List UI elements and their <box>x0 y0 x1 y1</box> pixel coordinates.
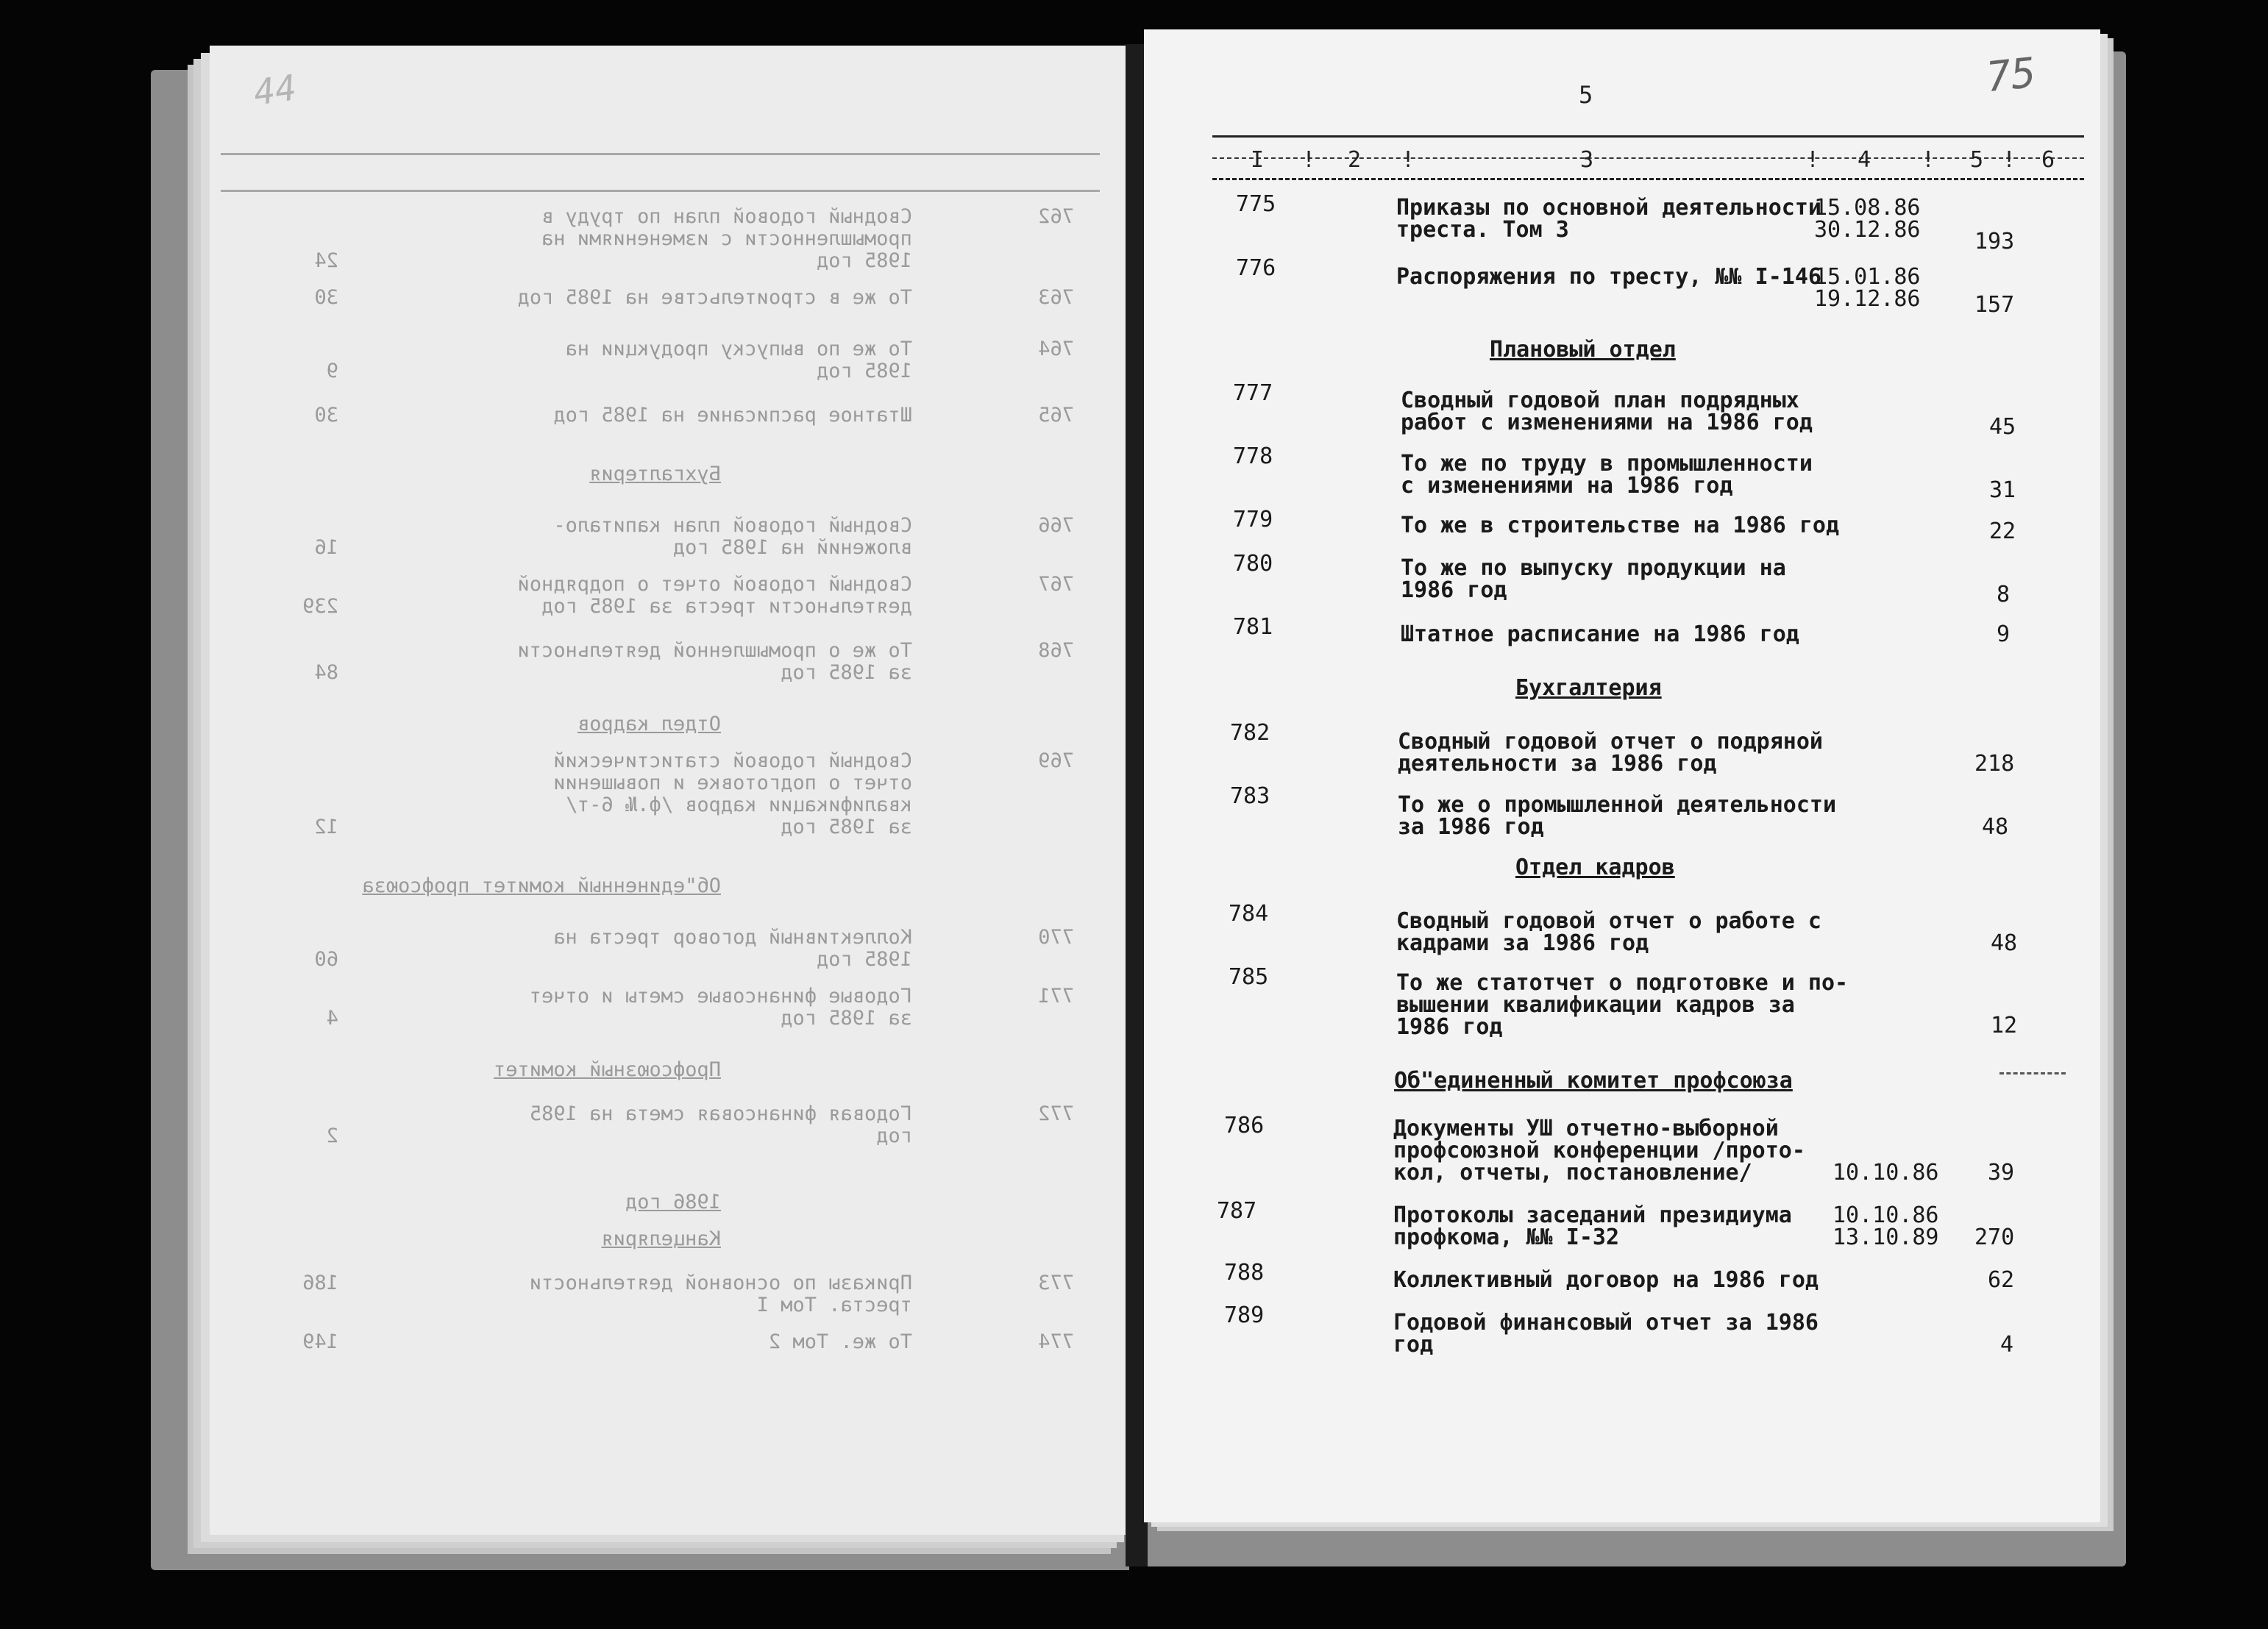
table-header-rule <box>1212 157 2084 159</box>
bleed-record-count: 9 <box>326 360 338 382</box>
bleed-record-count: 149 <box>302 1330 338 1353</box>
bleed-record-title: Штатное расписание на 1985 год <box>553 404 912 427</box>
record-title: Протоколы заседаний президиума профкома, №№ I-32 <box>1393 1202 1792 1250</box>
record-number: 783 <box>1230 783 1270 809</box>
record-count: 12 <box>1991 1013 2018 1038</box>
bleed-record-count: 239 <box>302 595 338 618</box>
record-title: Сводный годовой план подрядных работ с изменениями на 1986 год <box>1401 388 1813 435</box>
bleed-record-title: Сводный годовой статистический отчет о подготовке и повышении квалификации кадров /ф.№ 6-т/ за 1985 год <box>553 749 912 838</box>
column-header: 6 <box>2041 147 2055 173</box>
record-count: 157 <box>1974 292 2015 318</box>
record-number: 775 <box>1236 191 1276 217</box>
left-page-bleed-text <box>221 132 1103 1383</box>
record-count: 218 <box>1974 751 2015 777</box>
bleed-record-count: 4 <box>326 1007 338 1030</box>
record-number: 785 <box>1229 964 1269 990</box>
record-count: 9 <box>1997 621 2011 647</box>
bleed-record-title: То же. Том 2 <box>768 1330 912 1353</box>
bleed-record-title: Сводный годовой план капитало- вложений на 1985 год <box>553 514 912 559</box>
column-header: I <box>1251 147 1265 173</box>
column-header: ! <box>1922 147 1935 173</box>
page-number: 5 <box>1579 81 1593 109</box>
record-title: То же статотчет о подготовке и по- вышении квалификации кадров за 1986 год <box>1396 970 1849 1040</box>
record-count: 270 <box>1974 1225 2015 1250</box>
bleed-record-number: 762 <box>1038 205 1074 228</box>
column-header: ! <box>1806 147 1820 173</box>
left-page-pencil-folio: 44 <box>251 67 299 114</box>
bleed-record-number: 768 <box>1038 639 1074 662</box>
bleed-record-number: 772 <box>1038 1102 1074 1125</box>
record-title: Документы УШ отчетно-выборной профсоюзной конференции /прото- кол, отчеты, постановление/ <box>1393 1116 1805 1186</box>
record-count: 48 <box>1982 814 2009 840</box>
record-number: 780 <box>1233 551 1273 577</box>
bleed-section-heading: Профсоюзный комитет <box>494 1058 721 1081</box>
column-header: 4 <box>1858 147 1871 173</box>
section-heading: Плановый отдел <box>1490 337 1676 363</box>
record-title: Приказы по основной деятельности треста. Том 3 <box>1396 195 1821 243</box>
pencil-folio-number: 75 <box>1983 49 2038 102</box>
record-date-end: 13.10.89 <box>1832 1225 1939 1250</box>
record-date-start: 15.01.86 <box>1814 264 1921 290</box>
bleed-record-title: То же в строительстве на 1985 год <box>517 286 912 309</box>
bleed-record-count: 30 <box>314 286 338 309</box>
bleed-record-number: 766 <box>1038 514 1074 537</box>
record-number: 776 <box>1236 255 1276 281</box>
record-date-start: 15.08.86 <box>1814 195 1921 221</box>
bleed-section-heading: Об"единенный комитет профсоюза <box>362 874 721 897</box>
record-number: 781 <box>1233 614 1273 640</box>
bleed-record-count: 24 <box>314 249 338 272</box>
record-number: 786 <box>1224 1113 1265 1138</box>
bleed-record-title: Коллективный договор треста на 1985 год <box>553 926 912 971</box>
record-count: 62 <box>1988 1267 2015 1293</box>
bleed-record-number: 773 <box>1038 1272 1074 1294</box>
bleed-record-number: 767 <box>1038 573 1074 596</box>
bleed-record-number: 770 <box>1038 926 1074 949</box>
record-count: 39 <box>1988 1160 2015 1186</box>
record-number: 788 <box>1224 1260 1265 1286</box>
bleed-record-count: 60 <box>314 948 338 971</box>
bleed-record-number: 774 <box>1038 1330 1074 1353</box>
record-count: 45 <box>1989 414 2016 440</box>
bleed-record-title: Годовые финансовые сметы и отчет за 1985 год <box>529 985 912 1030</box>
column-header: 2 <box>1348 147 1362 173</box>
bleed-record-number: 763 <box>1038 286 1074 309</box>
bleed-record-count: 16 <box>314 536 338 559</box>
record-title: Коллективный договор на 1986 год <box>1393 1267 1819 1293</box>
record-date-start: 10.10.86 <box>1832 1202 1939 1228</box>
table-header-rule <box>1212 135 2084 138</box>
bleed-record-number: 769 <box>1038 749 1074 772</box>
record-count: 31 <box>1989 477 2016 503</box>
bleed-record-number: 764 <box>1038 338 1074 360</box>
record-count: 193 <box>1974 229 2015 254</box>
record-title: Сводный годовой отчет о подряной деятельности за 1986 год <box>1398 729 1823 777</box>
record-title: То же о промышленной деятельности за 1986 год <box>1398 792 1837 840</box>
record-number: 782 <box>1230 720 1270 746</box>
bleed-section-heading: Бухгалтерия <box>589 463 721 485</box>
bleed-record-count: 84 <box>314 661 338 684</box>
record-count: 48 <box>1991 930 2018 956</box>
bleed-record-title: То же по выпуску продукции на 1985 год <box>565 338 912 382</box>
column-header: ! <box>2002 147 2016 173</box>
bleed-record-title: Сводный годовой план по труду в промышленности с изменениями на 1985 год <box>541 205 912 272</box>
column-header: ! <box>1302 147 1316 173</box>
bleed-record-title: Сводный годовой отчет о подрядной деятельности треста за 1985 год <box>517 573 912 618</box>
record-number: 779 <box>1233 507 1273 532</box>
bleed-record-title: То же о промышленной деятельности за 1985 год <box>517 639 912 684</box>
record-number: 778 <box>1233 443 1273 469</box>
record-count: 8 <box>1997 582 2011 607</box>
bleed-record-number: 771 <box>1038 985 1074 1008</box>
record-count: 22 <box>1989 518 2016 544</box>
bleed-record-count: 30 <box>314 404 338 427</box>
bleed-record-title: Приказы по основной деятельности треста. Том I <box>529 1272 912 1316</box>
bleed-record-number: 765 <box>1038 404 1074 427</box>
record-title: Штатное расписание на 1986 год <box>1401 621 1799 647</box>
section-heading: Бухгалтерия <box>1515 675 1662 701</box>
bleed-record-title: Годовая финансовая смета на 1985 год <box>529 1102 912 1147</box>
bleed-record-count: 2 <box>326 1124 338 1147</box>
column-header: 5 <box>1970 147 1984 173</box>
pencil-margin-mark <box>1999 1072 2066 1074</box>
record-count: 4 <box>2000 1332 2014 1358</box>
record-date-end: 30.12.86 <box>1814 217 1921 243</box>
record-number: 784 <box>1229 901 1269 927</box>
table-header-rule <box>1212 178 2084 180</box>
record-title: Распоряжения по тресту, №№ I-146 <box>1396 264 1821 290</box>
record-date-end: 19.12.86 <box>1814 286 1921 312</box>
record-number: 787 <box>1217 1198 1257 1224</box>
section-heading: Об"единенный комитет профсоюза <box>1394 1068 1793 1094</box>
record-title: Годовой финансовый отчет за 1986 год <box>1393 1310 1819 1358</box>
record-title: То же по труду в промышленности с изменениями на 1986 год <box>1401 451 1813 499</box>
bleed-record-count: 186 <box>302 1272 338 1294</box>
section-heading: Отдел кадров <box>1515 855 1675 880</box>
record-date-start: 10.10.86 <box>1832 1160 1939 1186</box>
bleed-section-heading: 1986 год <box>625 1191 721 1213</box>
bleed-section-heading: Канцелярия <box>601 1227 721 1250</box>
column-header: ! <box>1401 147 1415 173</box>
record-title: Сводный годовой отчет о работе с кадрами за 1986 год <box>1396 908 1821 956</box>
record-number: 789 <box>1224 1302 1265 1328</box>
bleed-section-heading: Отдел кадров <box>577 713 721 735</box>
bleed-record-count: 12 <box>314 816 338 838</box>
record-title: То же в строительстве на 1986 год <box>1401 513 1840 538</box>
record-title: То же по выпуску продукции на 1986 год <box>1401 555 1786 603</box>
column-header: 3 <box>1580 147 1594 173</box>
record-number: 777 <box>1233 380 1273 406</box>
